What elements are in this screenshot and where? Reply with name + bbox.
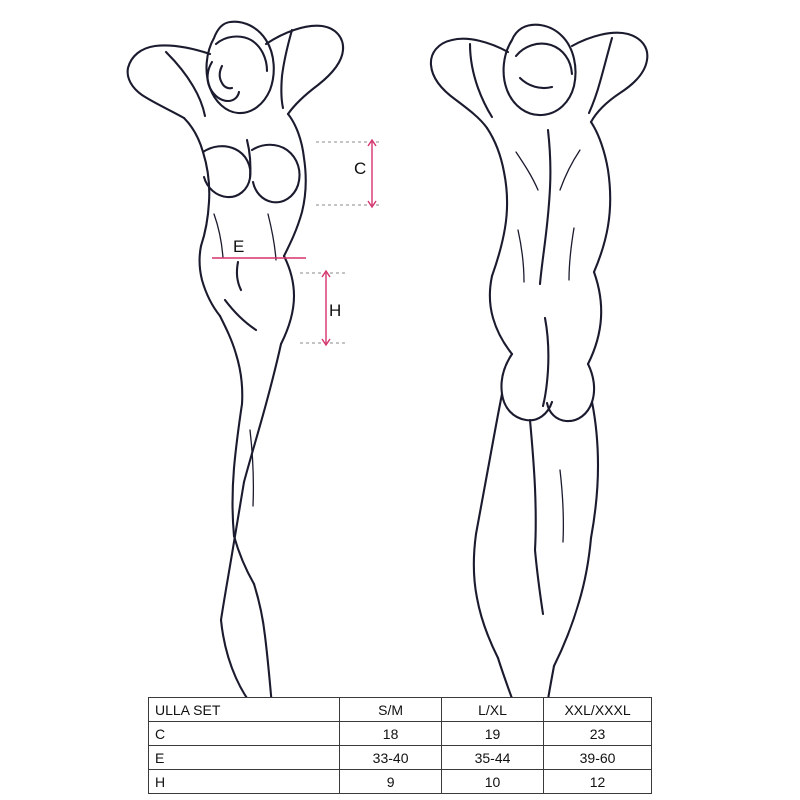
cell-h-xxl: 12	[544, 770, 652, 794]
cell-e-sm: 33-40	[340, 746, 442, 770]
row-label-h: H	[149, 770, 340, 794]
measure-label-c: C	[354, 159, 367, 178]
row-label-e: E	[149, 746, 340, 770]
table-header-row	[149, 698, 652, 722]
cell-h-lxl: 10	[441, 770, 543, 794]
cell-c-xxl: 23	[544, 722, 652, 746]
table-header-lxl: L/XL	[441, 698, 543, 722]
cell-c-lxl: 19	[441, 722, 543, 746]
table-row	[149, 770, 652, 794]
cell-h-sm: 9	[340, 770, 442, 794]
cell-e-lxl: 35-44	[441, 746, 543, 770]
measure-label-h: H	[329, 301, 342, 320]
cell-c-sm: 18	[340, 722, 442, 746]
cell-e-xxl: 39-60	[544, 746, 652, 770]
table-header-xxl: XXL/XXXL	[544, 698, 652, 722]
measure-label-e: E	[233, 237, 245, 256]
row-label-c: C	[149, 722, 340, 746]
table-header-sm: S/M	[340, 698, 442, 722]
table-row	[149, 722, 652, 746]
size-table	[148, 697, 652, 794]
female-figure-front	[128, 22, 343, 731]
table-row	[149, 746, 652, 770]
table-header-title: ULLA SET	[149, 698, 340, 722]
female-figure-back	[431, 25, 647, 739]
